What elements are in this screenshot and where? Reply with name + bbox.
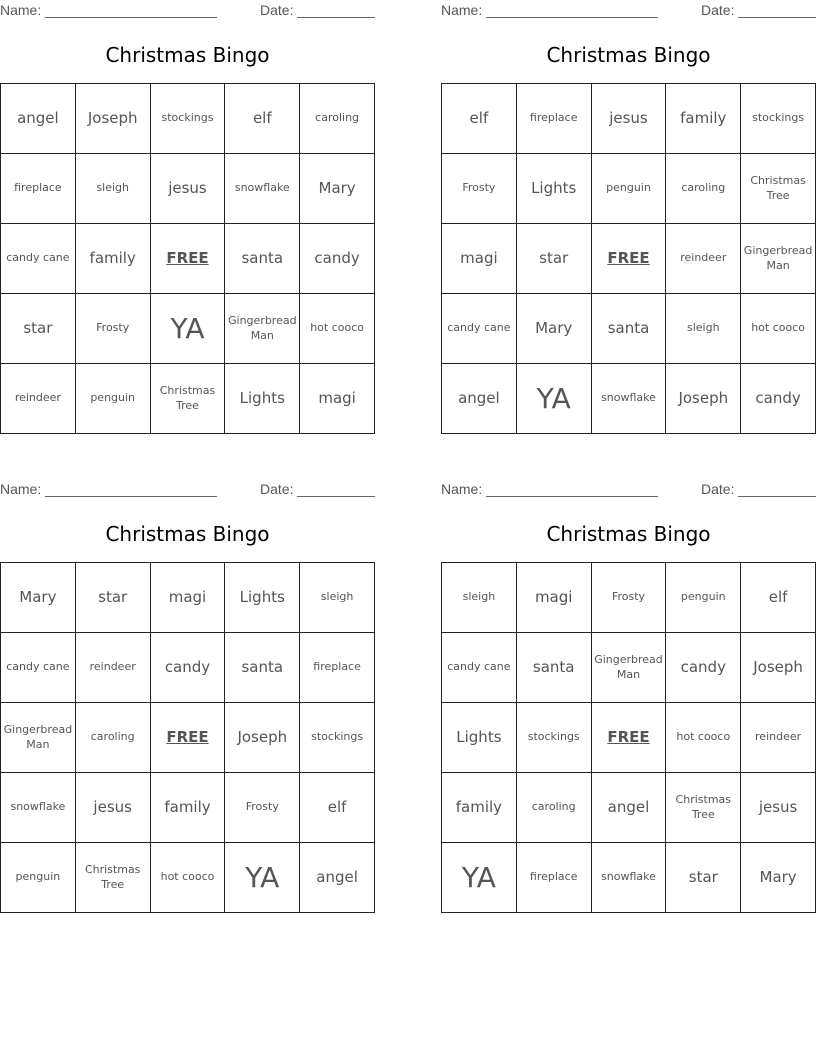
bingo-cell: santa <box>517 633 592 703</box>
bingo-cell: Christmas Tree <box>666 773 741 843</box>
bingo-cell: Christmas Tree <box>76 843 151 913</box>
bingo-cell: sleigh <box>442 563 517 633</box>
bingo-cell: caroling <box>666 154 741 224</box>
bingo-grid <box>0 562 375 913</box>
date-label: Date: <box>701 2 735 18</box>
bingo-cell: caroling <box>76 703 151 773</box>
bingo-grid <box>441 83 816 434</box>
card-title: Christmas Bingo <box>105 43 270 67</box>
card-header <box>441 481 816 499</box>
bingo-cell: YA <box>151 294 226 364</box>
name-blank-line <box>486 496 658 497</box>
bingo-cell: Lights <box>225 364 300 434</box>
bingo-cell: Mary <box>1 563 76 633</box>
bingo-cell: elf <box>442 84 517 154</box>
bingo-cell: family <box>442 773 517 843</box>
bingo-cell: sleigh <box>300 563 375 633</box>
free-space-cell: FREE <box>151 224 226 294</box>
bingo-cell: elf <box>741 563 816 633</box>
bingo-cell: hot cooco <box>300 294 375 364</box>
bingo-cell: Lights <box>517 154 592 224</box>
bingo-cell: angel <box>592 773 667 843</box>
bingo-cell: Gingerbread Man <box>225 294 300 364</box>
bingo-card <box>441 0 816 435</box>
bingo-cell: penguin <box>1 843 76 913</box>
bingo-cell: snowflake <box>1 773 76 843</box>
bingo-cell: Mary <box>300 154 375 224</box>
bingo-cell: sleigh <box>666 294 741 364</box>
bingo-cell: family <box>666 84 741 154</box>
bingo-cell: Lights <box>442 703 517 773</box>
bingo-cell: reindeer <box>741 703 816 773</box>
bingo-card <box>0 479 375 914</box>
bingo-cell: candy cane <box>1 633 76 703</box>
bingo-cell: Mary <box>517 294 592 364</box>
name-label: Name: <box>441 2 483 18</box>
bingo-cell: angel <box>1 84 76 154</box>
bingo-cell: Joseph <box>666 364 741 434</box>
bingo-cell: stockings <box>741 84 816 154</box>
bingo-cell: candy <box>151 633 226 703</box>
date-blank-line <box>297 496 375 497</box>
bingo-cell: reindeer <box>1 364 76 434</box>
bingo-cell: penguin <box>76 364 151 434</box>
bingo-cell: penguin <box>592 154 667 224</box>
bingo-cell: candy <box>300 224 375 294</box>
bingo-cell: hot cooco <box>666 703 741 773</box>
free-space-cell: FREE <box>592 224 667 294</box>
bingo-cell: hot cooco <box>151 843 226 913</box>
bingo-cell: stockings <box>151 84 226 154</box>
bingo-cell: snowflake <box>592 364 667 434</box>
bingo-cell: candy cane <box>442 294 517 364</box>
bingo-cell: fireplace <box>517 84 592 154</box>
bingo-cell: family <box>151 773 226 843</box>
free-space-cell: FREE <box>151 703 226 773</box>
bingo-cell: jesus <box>741 773 816 843</box>
bingo-cell: magi <box>300 364 375 434</box>
bingo-cell: family <box>76 224 151 294</box>
bingo-cell: angel <box>442 364 517 434</box>
bingo-cell: caroling <box>300 84 375 154</box>
bingo-cell: YA <box>225 843 300 913</box>
name-blank-line <box>45 17 217 18</box>
bingo-cell: magi <box>442 224 517 294</box>
bingo-cell: star <box>517 224 592 294</box>
date-blank-line <box>297 17 375 18</box>
bingo-cell: fireplace <box>517 843 592 913</box>
bingo-cell: Christmas Tree <box>151 364 226 434</box>
bingo-cell: santa <box>225 224 300 294</box>
bingo-cell: candy <box>666 633 741 703</box>
bingo-cell: jesus <box>151 154 226 224</box>
bingo-cell: star <box>76 563 151 633</box>
bingo-cell: Gingerbread Man <box>741 224 816 294</box>
date-label: Date: <box>260 481 294 497</box>
bingo-cell: elf <box>300 773 375 843</box>
bingo-cell: fireplace <box>300 633 375 703</box>
bingo-cell: YA <box>517 364 592 434</box>
date-label: Date: <box>260 2 294 18</box>
bingo-cell: sleigh <box>76 154 151 224</box>
card-title: Christmas Bingo <box>105 522 270 546</box>
bingo-cell: Frosty <box>442 154 517 224</box>
bingo-cell: YA <box>442 843 517 913</box>
bingo-cell: magi <box>517 563 592 633</box>
bingo-cell: stockings <box>300 703 375 773</box>
bingo-cell: Gingerbread Man <box>1 703 76 773</box>
bingo-cell: Christmas Tree <box>741 154 816 224</box>
name-label: Name: <box>0 2 42 18</box>
bingo-cell: angel <box>300 843 375 913</box>
date-label: Date: <box>701 481 735 497</box>
bingo-cell: Joseph <box>225 703 300 773</box>
bingo-cell: snowflake <box>592 843 667 913</box>
bingo-cell: jesus <box>592 84 667 154</box>
bingo-cell: caroling <box>517 773 592 843</box>
bingo-cell: reindeer <box>666 224 741 294</box>
bingo-cell: stockings <box>517 703 592 773</box>
bingo-cell: hot cooco <box>741 294 816 364</box>
bingo-cell: candy <box>741 364 816 434</box>
bingo-cell: Mary <box>741 843 816 913</box>
bingo-grid <box>441 562 816 913</box>
bingo-cell: candy cane <box>1 224 76 294</box>
bingo-cell: Gingerbread Man <box>592 633 667 703</box>
card-title: Christmas Bingo <box>546 522 711 546</box>
bingo-cell: fireplace <box>1 154 76 224</box>
bingo-cell: elf <box>225 84 300 154</box>
bingo-cell: Frosty <box>225 773 300 843</box>
bingo-cell: reindeer <box>76 633 151 703</box>
bingo-grid <box>0 83 375 434</box>
card-title: Christmas Bingo <box>546 43 711 67</box>
name-label: Name: <box>441 481 483 497</box>
card-header <box>441 2 816 20</box>
bingo-card <box>441 479 816 914</box>
bingo-cell: Joseph <box>76 84 151 154</box>
bingo-cell: penguin <box>666 563 741 633</box>
bingo-cell: Frosty <box>76 294 151 364</box>
bingo-cell: santa <box>225 633 300 703</box>
bingo-cell: jesus <box>76 773 151 843</box>
bingo-cell: star <box>1 294 76 364</box>
bingo-cell: Frosty <box>592 563 667 633</box>
bingo-cell: candy cane <box>442 633 517 703</box>
bingo-cell: magi <box>151 563 226 633</box>
name-label: Name: <box>0 481 42 497</box>
free-space-cell: FREE <box>592 703 667 773</box>
card-header <box>0 481 375 499</box>
date-blank-line <box>738 17 816 18</box>
date-blank-line <box>738 496 816 497</box>
name-blank-line <box>45 496 217 497</box>
bingo-cell: santa <box>592 294 667 364</box>
bingo-cell: Lights <box>225 563 300 633</box>
bingo-cell: snowflake <box>225 154 300 224</box>
bingo-cell: star <box>666 843 741 913</box>
card-header <box>0 2 375 20</box>
name-blank-line <box>486 17 658 18</box>
bingo-cell: Joseph <box>741 633 816 703</box>
bingo-card <box>0 0 375 435</box>
